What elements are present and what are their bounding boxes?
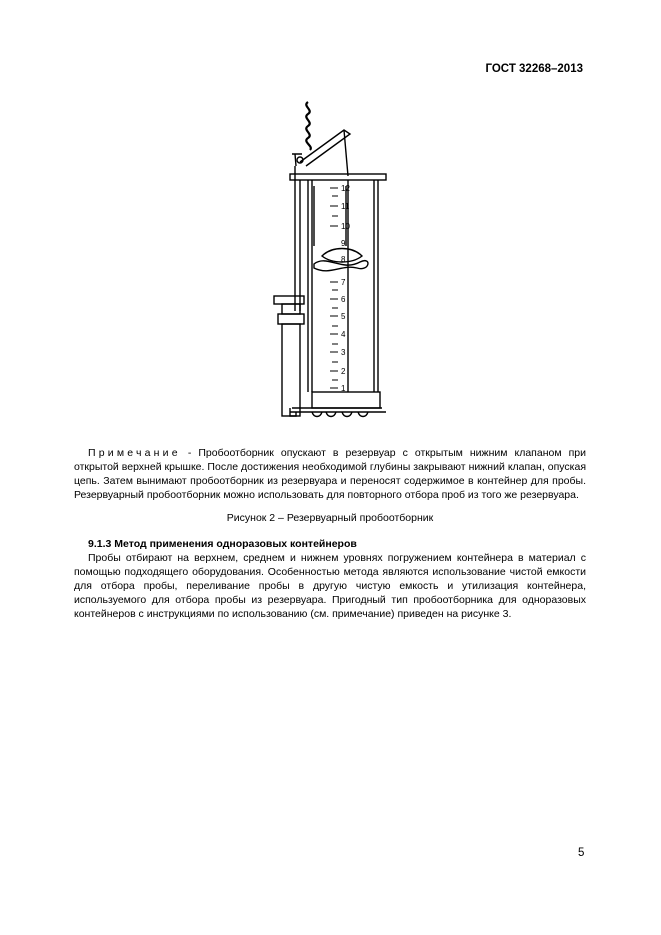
scale-label-1: 1	[341, 384, 346, 393]
scale-label-4: 4	[341, 330, 346, 339]
scale-label-7: 7	[341, 278, 346, 287]
scale-label-9: 9	[341, 239, 346, 248]
section-heading: 9.1.3 Метод применения одноразовых контейнеров	[88, 538, 357, 550]
scale-label-8: 8	[341, 255, 346, 264]
note-label: Примечание	[88, 447, 181, 459]
scale-label-3: 3	[341, 348, 346, 357]
document-header: ГОСТ 32268–2013	[485, 63, 583, 75]
scale-label-11: 11	[341, 202, 350, 211]
scale-label-6: 6	[341, 295, 346, 304]
section-9-1-3	[74, 537, 586, 621]
scale-label-2: 2	[341, 367, 346, 376]
scale-label-10: 10	[341, 222, 350, 231]
note-text: - Пробоотборник опускают в резервуар с открытым нижним клапаном при открытой верхней крышке. После достижения необходимой глубины закрывают нижний клапан, опуская цепь. Затем вынимают пробоотборник из резервуара и переносят содержимое в контейнер для пробы. Резервуарный пробоотборник можно использовать для повторного отбора проб из того же резервуара.	[74, 447, 586, 501]
figure-note	[74, 446, 586, 502]
section-body: Пробы отбирают на верхнем, среднем и нижнем уровнях погружением контейнера в материал с помощью подходящего оборудования. Особенностью метода являются использование чистой емкости для отбора пробы, переливание пробы в другую чистую емкость и утилизация контейнера, используемого для отбора пробы из резервуара. Пригодный тип пробоотборника для одноразовых контейнеров с инструкциями по использованию (см. примечание) приведен на рисунке 3.	[74, 552, 586, 620]
scale-label-12: 12	[341, 184, 350, 193]
page-number: 5	[578, 847, 585, 859]
scale-label-5: 5	[341, 312, 346, 321]
tank-sampler-figure	[262, 96, 394, 426]
figure-caption: Рисунок 2 – Резервуарный пробоотборник	[226, 512, 434, 524]
